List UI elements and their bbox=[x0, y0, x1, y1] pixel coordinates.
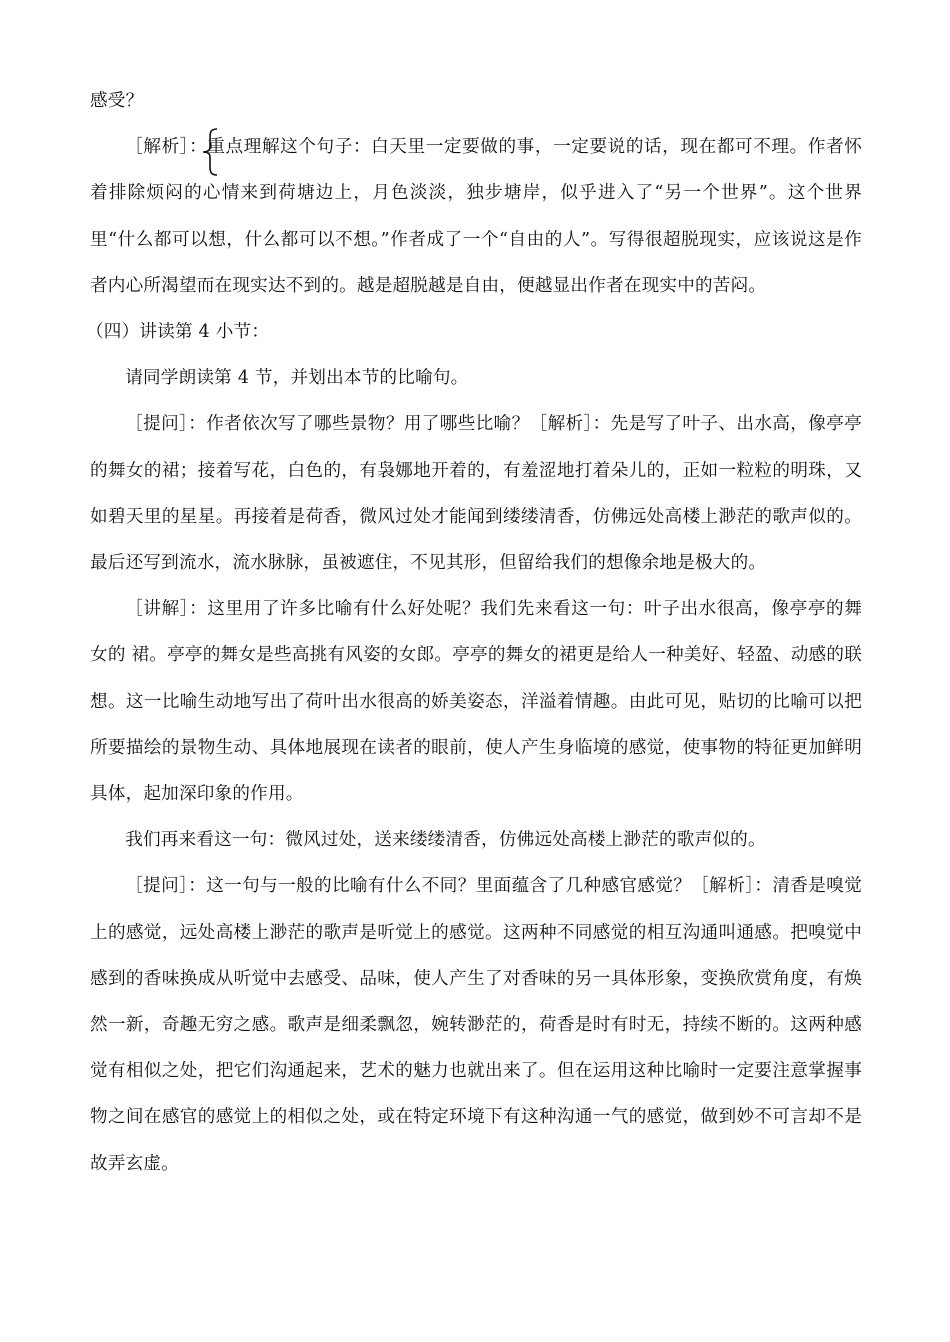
paragraph-instruction: 请同学朗读第 4 节，并划出本节的比喻句。 bbox=[125, 368, 469, 389]
section-heading-4: （四）讲读第 4 小节： bbox=[86, 322, 270, 343]
paragraph-question-scenery: ［提问］：作者依次写了哪些景物？用了哪些比喻？［解析］：先是写了叶子、出水高，像亭亭的舞女的裙；接着写花，白色的，有袅娜地开着的，有羞涩地打着朵儿的，正如一粒粒的明珠，又如碧天里的星星。再接着是荷香，微风过处才能闻到缕缕清香，仿佛远处高楼上渺茫的歌声似的。最后还写到流水，流水脉脉，虽被遮住，不见其形，但留给我们的想像余地是极大的。 bbox=[90, 414, 862, 574]
paragraph-explanation-metaphor: ［讲解］：这里用了许多比喻有什么好处呢？我们先来看这一句：叶子出水很高，像亭亭的舞女的 裙。亭亭的舞女是些高挑有风姿的女郎。亭亭的舞女的裙更是给人一种美好、轻盈、动感的联想。这一比喻生动地写出了荷叶出水很高的娇美姿态，洋溢着情趣。由此可见，贴切的比喻可以把所要描绘的景物生动、具体地展现在读者的眼前，使人产生身临境的感觉，使事物的特征更加鲜明具体，起加深印象的作用。 bbox=[90, 599, 862, 805]
paragraph-question-synesthesia: ［提问］：这一句与一般的比喻有什么不同？里面蕴含了几种感官感觉？［解析］：清香是嗅觉上的感觉，远处高楼上渺茫的歌声是听觉上的感觉。这两种不同感觉的相互沟通叫通感。把嗅觉中感到的香味换成从听觉中去感受、品味，使人产生了对香味的另一具体形象，变换欣赏角度，有焕然一新，奇趣无穷之感。歌声是细柔飘忽，婉转渺茫的，荷香是时有时无，持续不断的。这两种感觉有相似之处，把它们沟通起来，艺术的魅力也就出来了。但在运用这种比喻时一定要注意掌握事物之间在感官的感觉上的相似之处，或在特定环境下有这种沟通一气的感觉，做到妙不可言却不是故弄玄虚。 bbox=[90, 876, 862, 1174]
document-body bbox=[86, 78, 862, 1187]
brace-mark bbox=[199, 127, 221, 177]
paragraph-feeling: 感受？ bbox=[90, 91, 144, 111]
paragraph-analysis-sentence: ［解析］：重点理解这个句子：白天里一定要做的事，一定要说的话，现在都可不理。作者怀着排除烦闷的心情来到荷塘边上，月色淡淡，独步塘岸，似乎进入了“另一个世界”。这个世界里“什么都可以想，什么都可以不想。”作者成了一个“自由的人”。写得很超脱现实，应该说这是作者内心所渴望而在现实达不到的。越是超脱越是自由，便越显出作者在现实中的苦闷。 bbox=[90, 137, 862, 296]
paragraph-second-sentence: 我们再来看这一句：微风过处，送来缕缕清香，仿佛远处高楼上渺茫的歌声似的。 bbox=[125, 830, 766, 851]
